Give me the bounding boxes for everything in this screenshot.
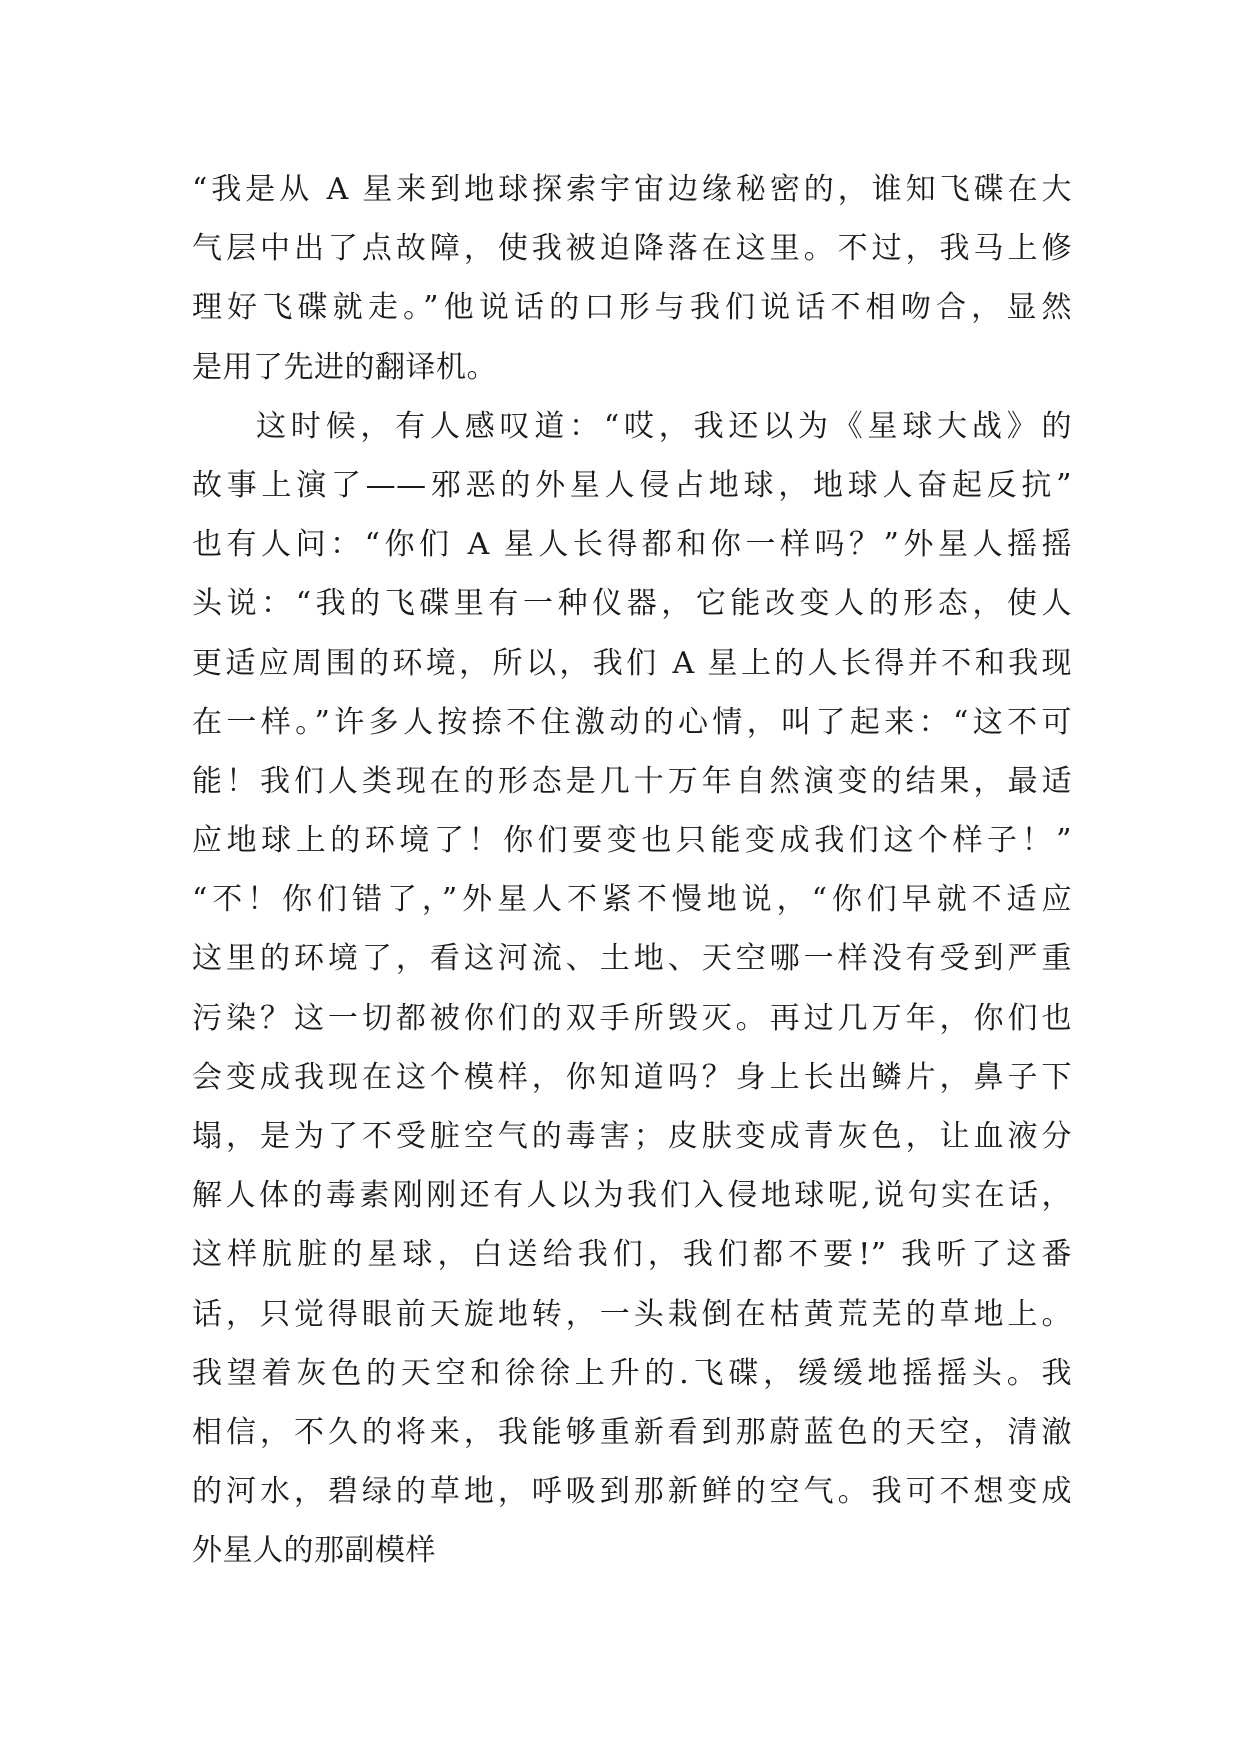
text-line: 应地球上的环境了！你们要变也只能变成我们这个样子！”: [192, 823, 1072, 859]
text-line: 塌，是为了不受脏空气的毒害；皮肤变成青灰色，让血液分: [192, 1119, 1072, 1154]
text-line: 这样肮脏的星球，白送给我们，我们都不要!” 我听了这番: [192, 1237, 1072, 1273]
text-line: 更适应周围的环境，所以，我们 A 星上的人长得并不和我现: [192, 645, 1072, 681]
text-line: 这时候，有人感叹道：“哎，我还以为《星球大战》的: [256, 408, 1072, 444]
text-line: “不！你们错了，”外星人不紧不慢地说，“你们早就不适应: [192, 882, 1072, 918]
text-line: 我望着灰色的天空和徐徐上升的.飞碟，缓缓地摇摇头。我: [192, 1355, 1072, 1391]
text-line: 外星人的那副模样: [192, 1533, 436, 1569]
text-line: 能！我们人类现在的形态是几十万年自然演变的结果，最适: [192, 763, 1072, 799]
text-line: 理好飞碟就走。”他说话的口形与我们说话不相吻合，显然: [192, 290, 1072, 326]
text-line: 气层中出了点故障，使我被迫降落在这里。不过，我马上修: [192, 231, 1072, 267]
text-line: “我是从 A 星来到地球探索宇宙边缘秘密的，谁知飞碟在大: [192, 172, 1072, 207]
text-line: 也有人问：“你们 A 星人长得都和你一样吗？”外星人摇摇: [192, 527, 1072, 563]
text-line: 话，只觉得眼前天旋地转，一头栽倒在枯黄荒芜的草地上。: [192, 1296, 1072, 1332]
text-line: 是用了先进的翻译机。: [192, 349, 497, 385]
text-line: 在一样。”许多人按捺不住激动的心情，叫了起来：“这不可: [192, 704, 1072, 740]
text-line: 的河水，碧绿的草地，呼吸到那新鲜的空气。我可不想变成: [192, 1474, 1072, 1510]
text-line: 相信，不久的将来，我能够重新看到那蔚蓝色的天空，清澈: [192, 1414, 1072, 1450]
text-line: 污染？这一切都被你们的双手所毁灭。再过几万年，你们也: [192, 1000, 1072, 1036]
text-line: 解人体的毒素刚刚还有人以为我们入侵地球呢,说句实在话，: [192, 1178, 1072, 1214]
text-line: 故事上演了——邪恶的外星人侵占地球，地球人奋起反抗”: [192, 467, 1072, 503]
body-text: [192, 160, 1072, 1581]
text-line: 会变成我现在这个模样，你知道吗？身上长出鳞片，鼻子下: [192, 1059, 1072, 1095]
text-line: 这里的环境了，看这河流、土地、天空哪一样没有受到严重: [192, 941, 1072, 977]
text-line: 头说：“我的飞碟里有一种仪器，它能改变人的形态，使人: [192, 586, 1072, 622]
